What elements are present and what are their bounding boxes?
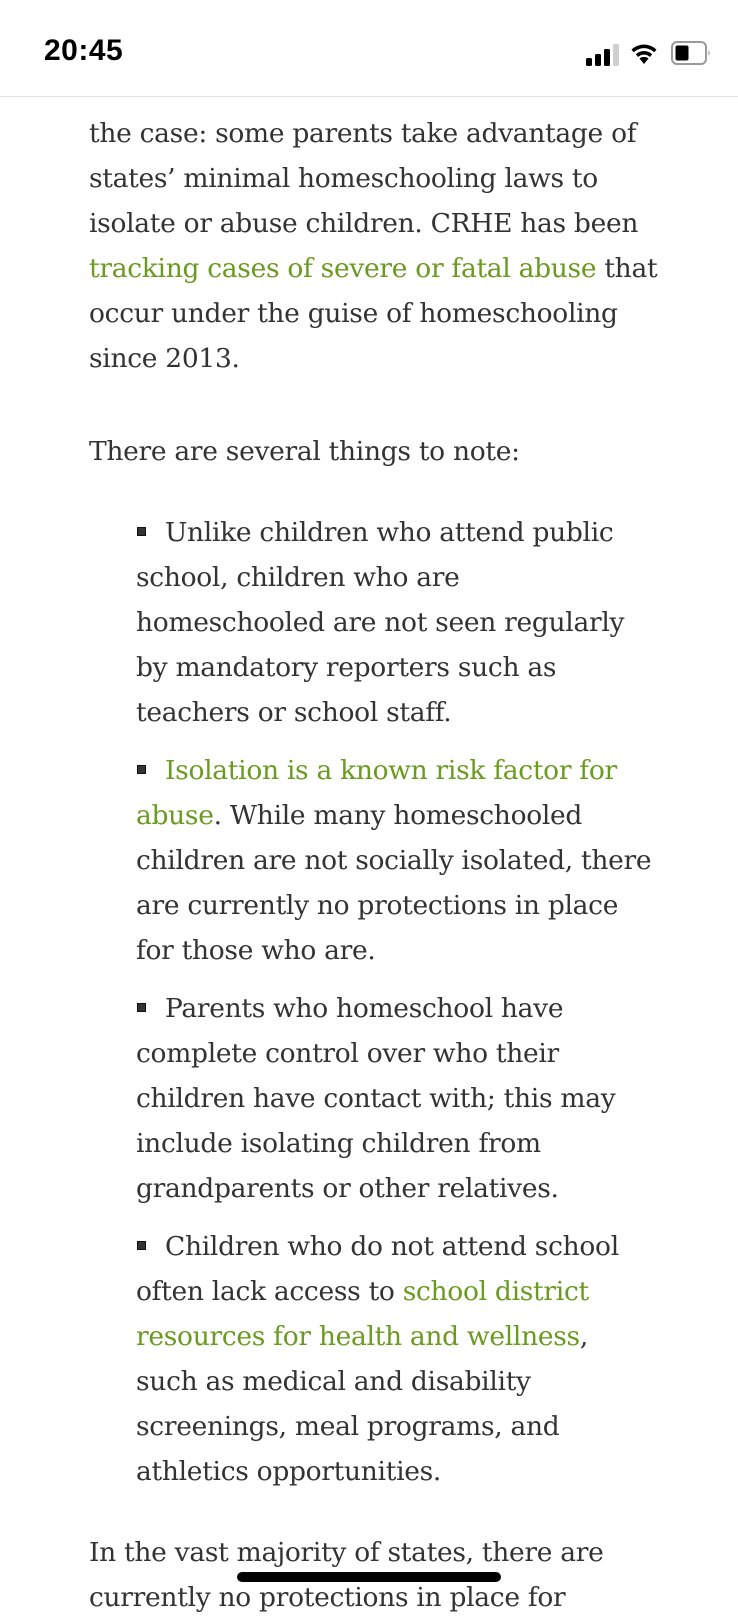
home-indicator[interactable] <box>237 1572 501 1582</box>
status-bar <box>0 0 738 97</box>
bullet-2-line: children are not socially isolated, there <box>136 845 652 876</box>
bullet-1-line: by mandatory reporters such as <box>136 652 557 683</box>
bullet-4-line: such as medical and disability <box>136 1366 531 1397</box>
school-district-resources-link[interactable]: school district <box>402 1276 589 1307</box>
bullet-3-line: Parents who homeschool have <box>165 993 564 1024</box>
bullet-4-text: often lack access to <box>136 1276 403 1307</box>
note-heading: There are several things to note: <box>89 436 520 467</box>
intro-line: occur under the guise of homeschooling <box>89 298 618 329</box>
bullet-1-line: homeschooled are not seen regularly <box>136 607 625 638</box>
bullet-4-line: screenings, meal programs, and <box>136 1411 560 1442</box>
bullet-4-line: athletics opportunities. <box>136 1456 442 1487</box>
wifi-icon <box>629 40 659 66</box>
intro-line: states’ minimal homeschooling laws to <box>89 163 598 194</box>
closing-line: currently no protections in place for <box>89 1582 566 1613</box>
bullet-2-line: are currently no protections in place <box>136 890 619 921</box>
intro-line-with-link <box>89 246 657 291</box>
bullet-4-line: Children who do not attend school <box>165 1231 619 1262</box>
cellular-signal-icon <box>586 42 620 66</box>
bullet-3-line: grandparents or other relatives. <box>136 1173 559 1204</box>
isolation-risk-link[interactable]: Isolation is a known risk factor for <box>165 755 617 786</box>
tracking-cases-link[interactable]: tracking cases of severe or fatal abuse <box>89 253 597 284</box>
bullet-1-line: school, children who are <box>136 562 460 593</box>
bullet-marker-icon <box>137 1241 146 1250</box>
bullet-3-line: children have contact with; this may <box>136 1083 616 1114</box>
status-time: 20:45 <box>44 34 124 67</box>
bullet-2-line <box>136 793 582 838</box>
bullet-1-line: Unlike children who attend public <box>165 517 614 548</box>
isolation-risk-link-cont[interactable]: abuse <box>136 800 214 831</box>
battery-icon <box>671 41 711 65</box>
intro-line: isolate or abuse children. CRHE has been <box>89 208 639 239</box>
bullet-2-line: for those who are. <box>136 935 376 966</box>
closing-line: In the vast majority of states, there are <box>89 1537 604 1568</box>
intro-text: that <box>596 253 658 284</box>
bullet-marker-icon <box>137 527 146 536</box>
bullet-3-line: include isolating children from <box>136 1128 541 1159</box>
school-district-resources-link-cont[interactable]: resources for health and wellness <box>136 1321 580 1352</box>
bullet-2-line <box>165 748 617 793</box>
bullet-marker-icon <box>137 1003 146 1012</box>
intro-line: since 2013. <box>89 343 240 374</box>
bullet-1-line: teachers or school staff. <box>136 697 452 728</box>
bullet-4-line <box>136 1314 588 1359</box>
bullet-2-text: . While many homeschooled <box>213 800 583 831</box>
intro-line: the case: some parents take advantage of <box>89 118 637 149</box>
bullet-marker-icon <box>137 765 146 774</box>
bullet-4-comma: , <box>579 1321 588 1352</box>
bullet-4-line <box>136 1269 589 1314</box>
bullet-3-line: complete control over who their <box>136 1038 559 1069</box>
